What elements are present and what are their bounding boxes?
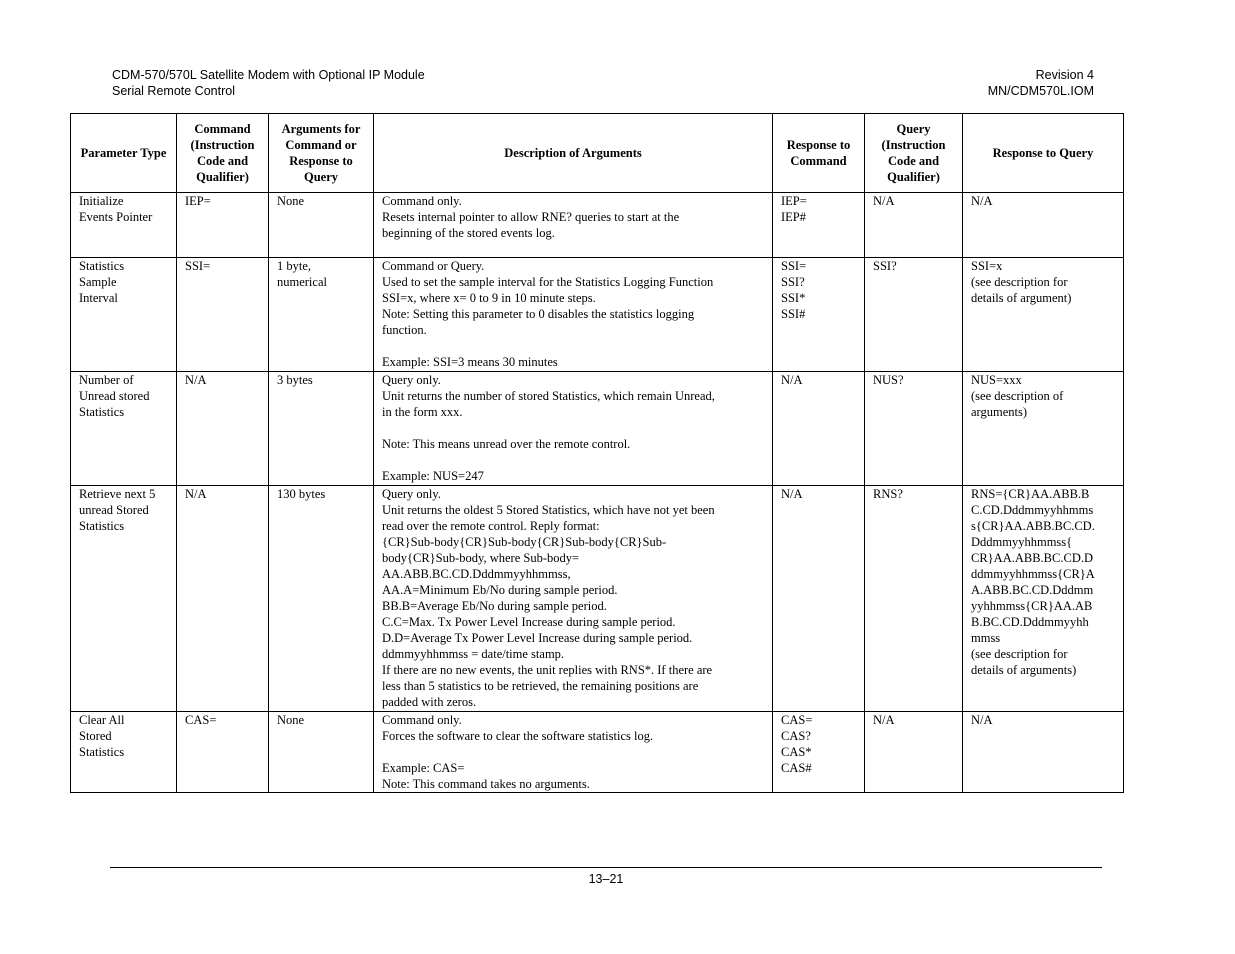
col-header-command: Command (Instruction Code and Qualifier)	[177, 114, 269, 193]
col-header-parameter-type: Parameter Type	[71, 114, 177, 193]
cell-command: CAS=	[177, 712, 269, 793]
running-header-right	[988, 67, 1094, 99]
cell-description: Command only. Resets internal pointer to allow RNE? queries to start at the beginning of the stored events log.	[374, 193, 773, 258]
manual-title: CDM-570/570L Satellite Modem with Optional IP Module	[112, 68, 425, 82]
cell-response-to-command: SSI= SSI? SSI* SSI#	[773, 258, 865, 372]
table-row	[71, 712, 1124, 793]
cell-query: NUS?	[865, 372, 963, 486]
col-header-response-to-command: Response to Command	[773, 114, 865, 193]
table-row	[71, 372, 1124, 486]
cell-command: N/A	[177, 486, 269, 712]
cell-response-to-query: SSI=x (see description for details of argument)	[963, 258, 1124, 372]
cell-query: N/A	[865, 193, 963, 258]
footer-rule	[110, 867, 1102, 868]
chapter-title: Serial Remote Control	[112, 84, 235, 98]
page-number: 13–21	[588, 872, 624, 886]
cell-response-to-command: N/A	[773, 372, 865, 486]
cell-arguments: 1 byte, numerical	[269, 258, 374, 372]
cell-response-to-command: N/A	[773, 486, 865, 712]
cell-response-to-command: CAS= CAS? CAS* CAS#	[773, 712, 865, 793]
cell-arguments: 3 bytes	[269, 372, 374, 486]
command-table	[70, 113, 1124, 793]
cell-parameter-type: Retrieve next 5 unread Stored Statistics	[71, 486, 177, 712]
col-header-description: Description of Arguments	[374, 114, 773, 193]
cell-parameter-type: Initialize Events Pointer	[71, 193, 177, 258]
cell-response-to-query: NUS=xxx (see description of arguments)	[963, 372, 1124, 486]
col-header-response-to-query: Response to Query	[963, 114, 1124, 193]
cell-description: Command or Query. Used to set the sample interval for the Statistics Logging Function SSI=x, where x= 0 to 9 in 10 minute steps. Note: Setting this parameter to 0 disables the statistics logging function. Example: SSI=3 means 30 minutes	[374, 258, 773, 372]
cell-description: Command only. Forces the software to clear the software statistics log. Example: CAS= Note: This command takes no arguments.	[374, 712, 773, 793]
cell-command: SSI=	[177, 258, 269, 372]
cell-description: Query only. Unit returns the oldest 5 Stored Statistics, which have not yet been read over the remote control. Reply format: {CR}Sub-body{CR}Sub-body{CR}Sub-body{CR}Sub- body{CR}Sub-body, where Sub-body= AA.ABB.BC.CD.Dddmmyyhhmmss, AA.A=Minimum Eb/No during sample period. BB.B=Average Eb/No during sample period. C.C=Max. Tx Power Level Increase during sample period. D.D=Average Tx Power Level Increase during sample period. ddmmyyhhmmss = date/time stamp. If there are no new events, the unit replies with RNS*. If there are less than 5 statistics to be retrieved, the remaining positions are padded with zeros.	[374, 486, 773, 712]
cell-description: Query only. Unit returns the number of stored Statistics, which remain Unread, in the form xxx. Note: This means unread over the remote control. Example: NUS=247	[374, 372, 773, 486]
cell-response-to-query: N/A	[963, 712, 1124, 793]
cell-response-to-command: IEP= IEP#	[773, 193, 865, 258]
table-row	[71, 258, 1124, 372]
cell-response-to-query: N/A	[963, 193, 1124, 258]
cell-arguments: None	[269, 193, 374, 258]
cell-query: SSI?	[865, 258, 963, 372]
cell-parameter-type: Statistics Sample Interval	[71, 258, 177, 372]
table-row	[71, 193, 1124, 258]
table-header-row	[71, 114, 1124, 193]
revision: Revision 4	[1035, 68, 1094, 82]
cell-arguments: None	[269, 712, 374, 793]
running-header-left	[112, 67, 425, 99]
cell-arguments: 130 bytes	[269, 486, 374, 712]
cell-command: N/A	[177, 372, 269, 486]
col-header-arguments: Arguments for Command or Response to Query	[269, 114, 374, 193]
cell-query: N/A	[865, 712, 963, 793]
col-header-query: Query (Instruction Code and Qualifier)	[865, 114, 963, 193]
cell-query: RNS?	[865, 486, 963, 712]
document-number: MN/CDM570L.IOM	[987, 84, 1094, 98]
table-row	[71, 486, 1124, 712]
cell-response-to-query: RNS={CR}AA.ABB.B C.CD.Dddmmyyhhmms s{CR}AA.ABB.BC.CD. Dddmmyyhhmmss{ CR}AA.ABB.BC.CD.D ddmmyyhhmmss{CR}A A.ABB.BC.CD.Dddmm yyhhmmss{CR}AA.AB B.BC.CD.Dddmmyyhh mmss (see description for details of arguments)	[963, 486, 1124, 712]
cell-command: IEP=	[177, 193, 269, 258]
cell-parameter-type: Clear All Stored Statistics	[71, 712, 177, 793]
cell-parameter-type: Number of Unread stored Statistics	[71, 372, 177, 486]
